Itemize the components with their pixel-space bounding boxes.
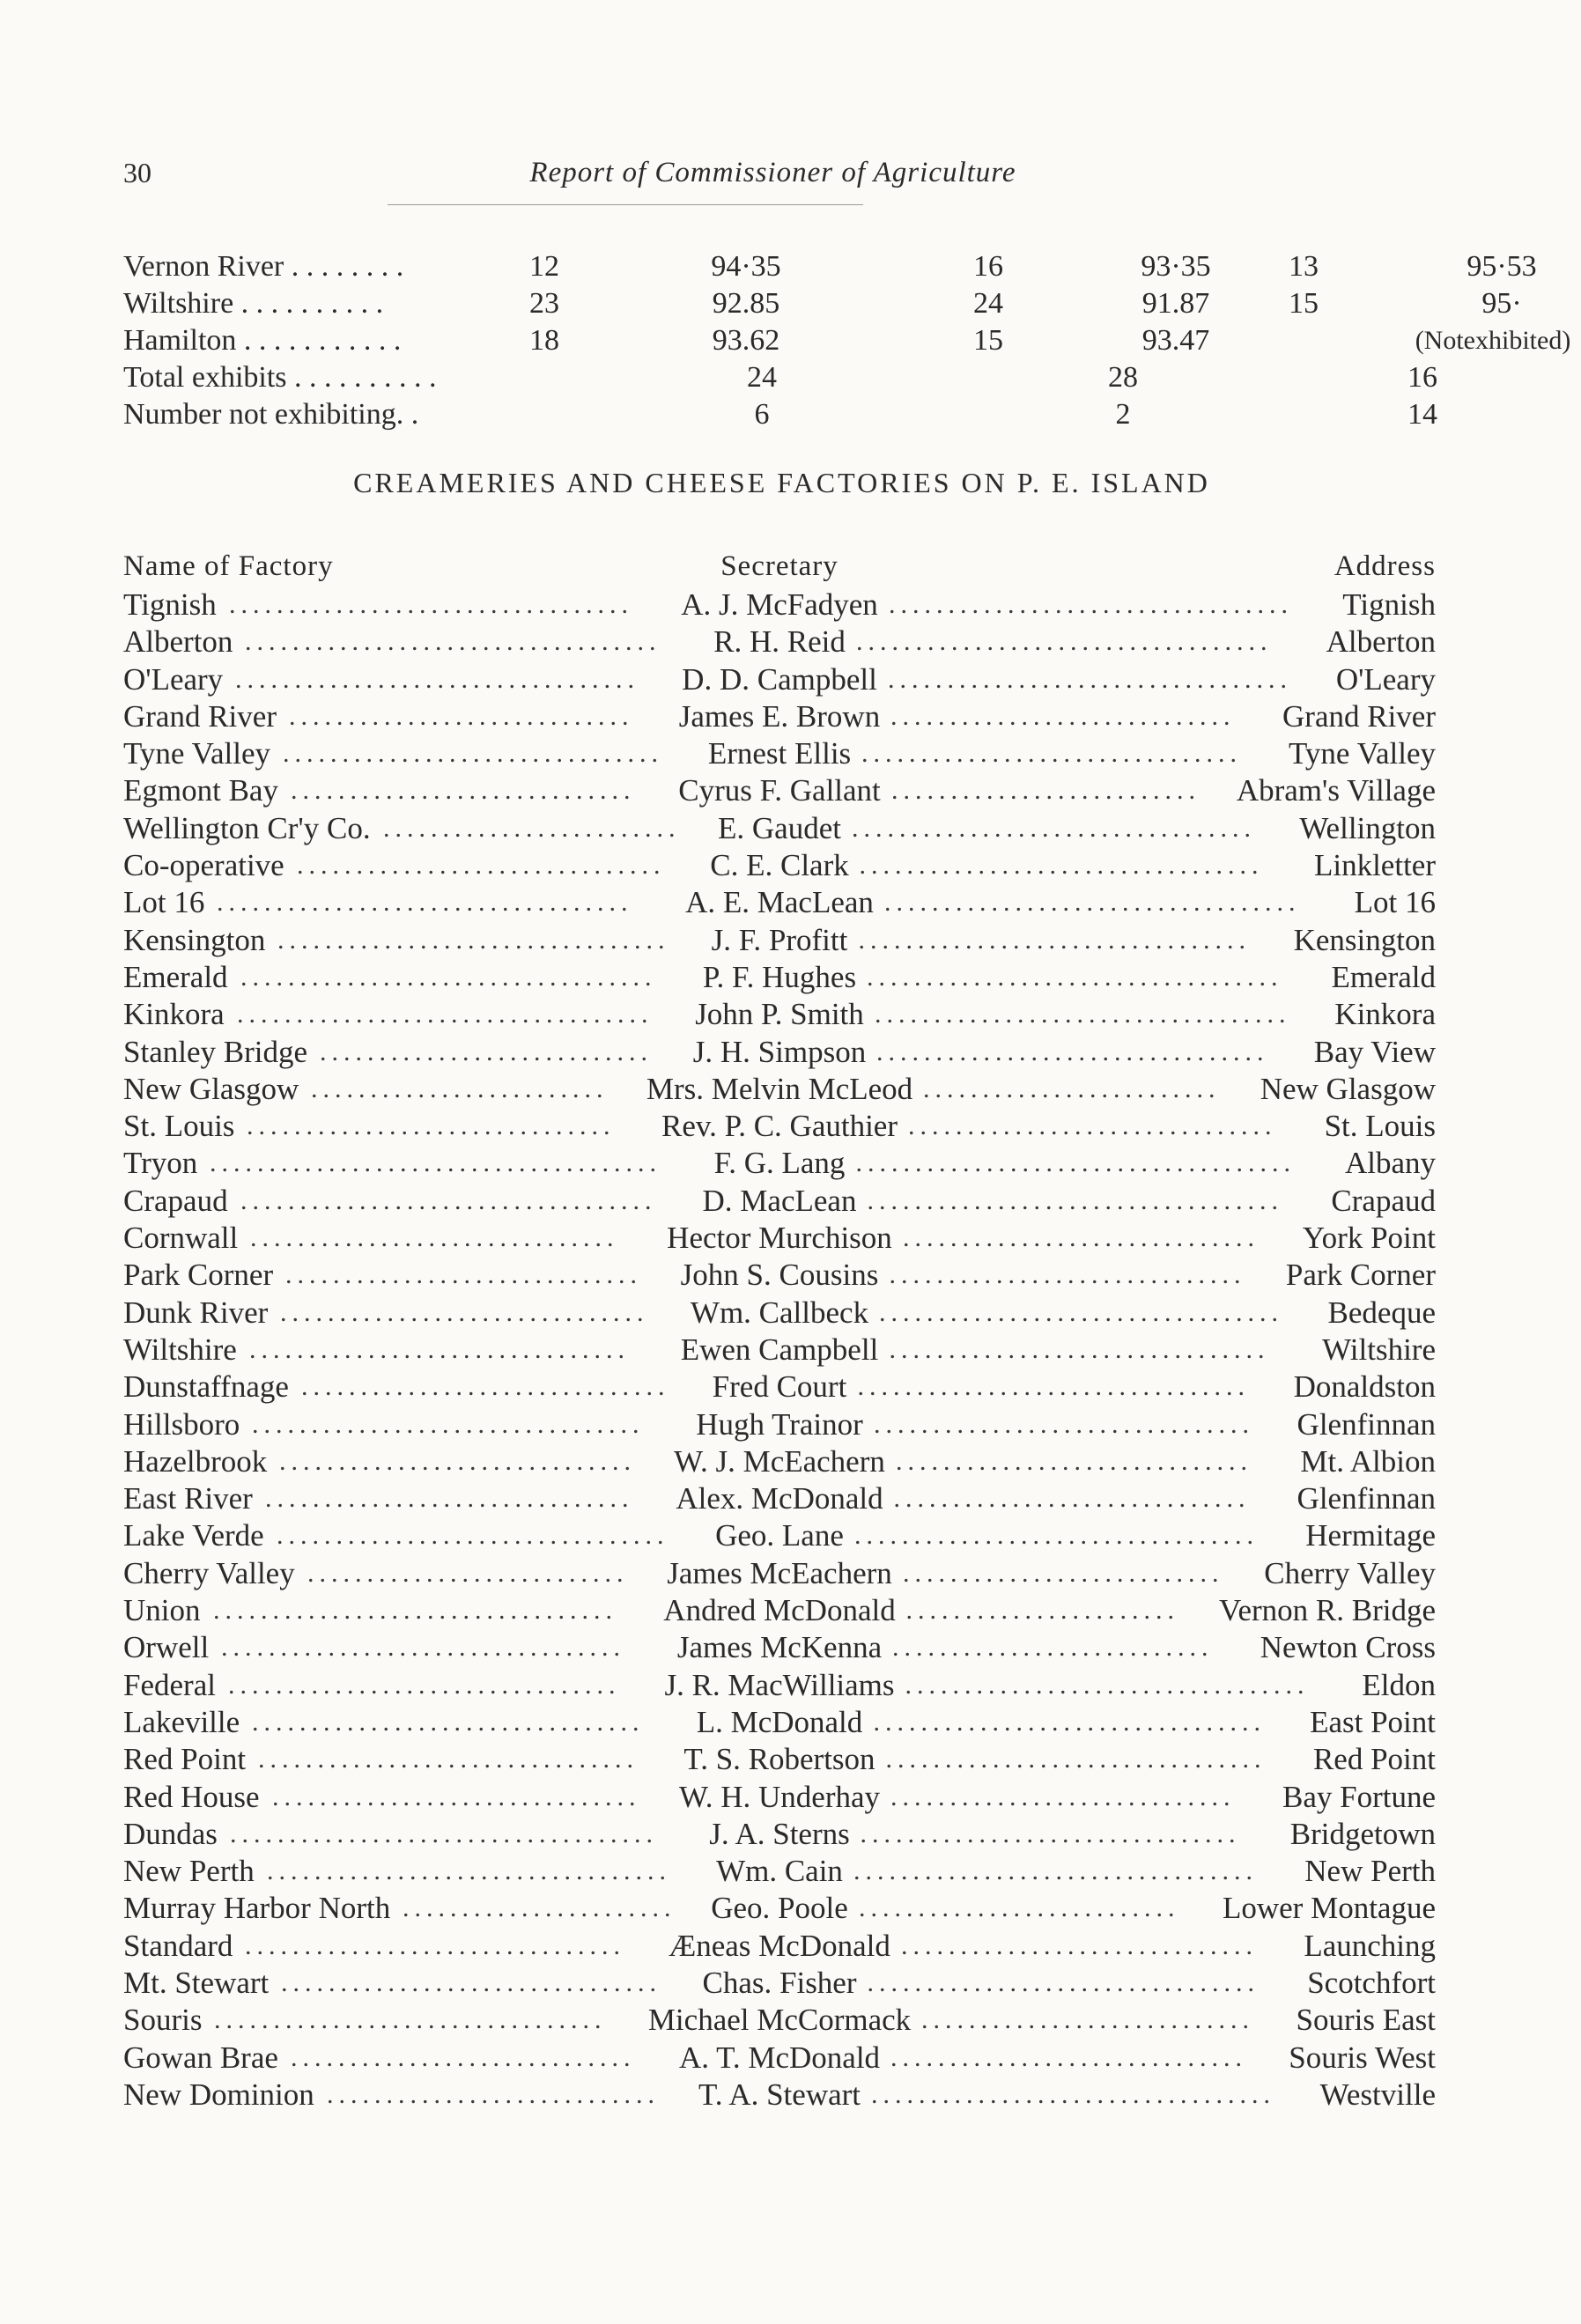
factory-row	[123, 996, 1436, 1033]
factory-name: Hillsboro	[123, 1406, 240, 1442]
leader-dots: ................................	[258, 1745, 639, 1774]
factory-name: Kensington	[123, 922, 266, 957]
leader-dots: ...............................	[250, 1223, 619, 1253]
factory-row	[123, 1071, 1436, 1108]
leader-dots: ..................................	[871, 2079, 1275, 2109]
factory-name: Dunk River	[123, 1295, 269, 1330]
factory-name: Grand River	[123, 698, 277, 734]
factory-secretary: Geo. Poole	[711, 1891, 848, 1926]
factory-row	[123, 1592, 1436, 1629]
factory-secretary: James McKenna	[676, 1630, 883, 1665]
factory-row	[123, 1332, 1436, 1369]
leader-dots: ....................................	[230, 1819, 658, 1848]
score-value: 95·53	[1466, 250, 1537, 283]
factory-row	[123, 1928, 1436, 1965]
factory-name: Standard	[123, 1928, 233, 1963]
leader-dots: ............................	[921, 2005, 1254, 2035]
leader-dots: ...........................	[892, 1633, 1214, 1663]
column-header-secretary: Secretary	[720, 550, 839, 582]
leader-dots: ..........................	[891, 776, 1201, 806]
factory-row	[123, 959, 1436, 996]
factory-secretary: F. G. Lang	[713, 1146, 846, 1181]
factory-secretary: Æneas McDonald	[669, 1928, 890, 1963]
leader-dots: .......................	[403, 1893, 676, 1923]
factory-address: Bay View	[1313, 1034, 1436, 1069]
factory-name: New Glasgow	[123, 1071, 299, 1106]
leader-dots: ................................	[861, 739, 1242, 769]
factory-name: Tryon	[123, 1146, 198, 1181]
leader-dots: ...............................	[265, 1484, 634, 1514]
factory-secretary: Hugh Trainor	[696, 1406, 863, 1442]
factory-row	[123, 1145, 1436, 1182]
factory-name: O'Leary	[123, 661, 224, 697]
leader-dots: .........................	[311, 1073, 609, 1103]
factory-name: Mt. Stewart	[123, 1965, 270, 2000]
factory-address: Linkletter	[1313, 848, 1436, 883]
score-value: 92.85	[712, 287, 780, 320]
leader-dots: ...................................	[867, 962, 1283, 992]
factory-secretary: A. J. McFadyen	[681, 587, 878, 622]
factory-name: Tignish	[123, 587, 217, 622]
column-header-name: Name of Factory	[123, 550, 334, 582]
leader-dots: .............................	[890, 701, 1236, 731]
factory-secretary: James McEachern	[667, 1555, 892, 1590]
factory-secretary: John P. Smith	[695, 997, 864, 1032]
leader-dots: ..............................	[903, 1223, 1260, 1253]
factory-name: Hazelbrook	[123, 1443, 268, 1479]
factory-secretary: Rev. P. C. Gauthier	[661, 1109, 898, 1144]
factory-name: Lake Verde	[123, 1518, 264, 1553]
factory-secretary: J. R. MacWilliams	[664, 1667, 895, 1702]
score-row	[123, 248, 1537, 285]
factory-table	[123, 548, 1436, 2114]
factory-name: Cornwall	[123, 1221, 239, 1256]
factory-name: Orwell	[123, 1630, 210, 1665]
score-total-row	[123, 396, 1436, 433]
factory-secretary: D. MacLean	[702, 1183, 857, 1218]
factory-address: Vernon R. Bridge	[1219, 1593, 1436, 1628]
score-total-label: Number not exhibiting. .	[123, 398, 419, 431]
factory-row	[123, 1853, 1436, 1890]
factory-secretary: Michael McCormack	[647, 2003, 912, 2038]
factory-name: Egmont Bay	[123, 773, 278, 808]
factory-name: New Perth	[123, 1854, 255, 1889]
factory-row	[123, 1406, 1436, 1443]
factory-table-header	[123, 548, 1436, 587]
score-total-value: 6	[754, 398, 770, 431]
leader-dots: ...................................	[240, 1185, 657, 1215]
leader-dots: ...........................	[859, 1893, 1180, 1923]
leader-dots: .............................	[291, 2042, 636, 2072]
factory-row	[123, 1629, 1436, 1666]
factory-address: Glenfinnan	[1297, 1406, 1436, 1442]
factory-row	[123, 1890, 1436, 1927]
factory-row	[123, 1183, 1436, 1220]
leader-dots: ..............................	[893, 1484, 1251, 1514]
leader-dots: .............................	[890, 1782, 1236, 1811]
leader-dots: ...............................	[908, 1111, 1277, 1141]
factory-row	[123, 1816, 1436, 1853]
factory-row	[123, 1220, 1436, 1257]
leader-dots: .................................	[277, 925, 670, 955]
leader-dots: .................................	[876, 1037, 1269, 1066]
factory-secretary: Wm. Callbeck	[690, 1295, 869, 1330]
leader-dots: ..................................	[229, 590, 633, 619]
leader-dots: ..................................	[213, 1596, 617, 1626]
factory-secretary: J. F. Profitt	[711, 922, 848, 957]
score-count: 23	[529, 287, 559, 320]
factory-secretary: Hector Murchison	[667, 1221, 892, 1256]
leader-dots: ..................................	[905, 1670, 1310, 1700]
score-value: 93.47	[1141, 324, 1210, 357]
leader-dots: ...................................	[856, 627, 1273, 657]
score-total-value: 28	[1108, 361, 1138, 394]
leader-dots: ...............................	[272, 1782, 641, 1811]
leader-dots: ..............................	[901, 1930, 1258, 1960]
factory-name: Lot 16	[123, 885, 205, 920]
factory-row	[123, 1517, 1436, 1554]
leader-dots: .................................	[858, 925, 1251, 955]
factory-address: O'Leary	[1335, 661, 1436, 697]
score-value: 94·35	[711, 250, 781, 283]
factory-name: Red Point	[123, 1742, 247, 1777]
factory-address: New Perth	[1304, 1854, 1436, 1889]
factory-name: Gowan Brae	[123, 2040, 278, 2075]
factory-name: New Dominion	[123, 2077, 314, 2112]
leader-dots: .............................	[291, 776, 636, 806]
leader-dots: ..................................	[888, 664, 1292, 694]
factory-address: Wellington	[1299, 810, 1436, 845]
leader-dots: ...................................	[245, 627, 661, 657]
factory-secretary: Ernest Ellis	[707, 736, 852, 771]
section-title: CREAMERIES AND CHEESE FACTORIES ON P. E. ISLAND	[353, 467, 1210, 498]
leader-dots: ......................................	[210, 1148, 661, 1178]
leader-dots: ...............................	[301, 1372, 670, 1402]
score-value: 16	[973, 250, 1003, 283]
factory-address: Glenfinnan	[1297, 1481, 1436, 1516]
factory-address: New Glasgow	[1260, 1071, 1436, 1106]
factory-row	[123, 1555, 1436, 1592]
factory-secretary: W. J. McEachern	[674, 1443, 885, 1479]
factory-name: Tyne Valley	[123, 736, 271, 771]
factory-address: Bedeque	[1327, 1295, 1436, 1330]
leader-dots: ..................................	[852, 813, 1256, 843]
leader-dots: .................................	[873, 1707, 1266, 1737]
leader-dots: ..................................	[879, 1297, 1283, 1327]
factory-secretary: James E. Brown	[678, 698, 881, 734]
factory-address: Bridgetown	[1289, 1816, 1436, 1851]
factory-address: Lot 16	[1354, 885, 1436, 920]
factory-secretary: Ewen Campbell	[680, 1332, 879, 1367]
leader-dots: ..................................	[267, 1856, 671, 1886]
score-count: 18	[529, 324, 559, 357]
score-total-value: 14	[1407, 398, 1437, 431]
factory-name: Emerald	[123, 959, 228, 994]
factory-address: Launching	[1304, 1928, 1436, 1963]
leader-dots: ............................	[320, 1037, 653, 1066]
factory-address: York Point	[1302, 1221, 1436, 1256]
score-note: (Notexhibited)	[1415, 326, 1571, 355]
factory-row	[123, 1741, 1436, 1778]
factory-secretary: D. D. Campbell	[682, 661, 877, 697]
factory-row	[123, 1369, 1436, 1405]
factory-name: Lakeville	[123, 1704, 240, 1739]
score-row	[123, 322, 1571, 359]
factory-address: Cherry Valley	[1264, 1555, 1436, 1590]
factory-secretary: A. T. McDonald	[678, 2040, 881, 2075]
leader-dots: ...................................	[875, 1000, 1291, 1029]
factory-address: Eldon	[1362, 1667, 1436, 1702]
score-total-row	[123, 359, 1436, 396]
leader-dots: ...................................	[217, 888, 633, 918]
factory-row	[123, 623, 1436, 660]
leader-dots: ................................	[249, 1334, 630, 1364]
factory-row	[123, 772, 1436, 809]
factory-row	[123, 1704, 1436, 1741]
factory-name: Wellington Cr'y Co.	[123, 810, 371, 845]
leader-dots: .........................	[923, 1073, 1221, 1103]
leader-dots: ................................	[885, 1745, 1267, 1774]
running-title: Report of Commissioner of Agriculture	[529, 157, 1016, 188]
page-header	[123, 157, 1422, 196]
factory-secretary: T. A. Stewart	[698, 2077, 861, 2112]
factory-secretary: Alex. McDonald	[676, 1481, 883, 1516]
factory-name: Cherry Valley	[123, 1555, 295, 1590]
factory-address: Mt. Albion	[1300, 1443, 1436, 1479]
leader-dots: ..................................	[854, 1521, 1259, 1551]
score-value: 13	[1289, 250, 1319, 283]
factory-address: Donaldston	[1293, 1369, 1436, 1405]
score-value: 24	[973, 287, 1003, 320]
factory-address: Newton Cross	[1260, 1630, 1436, 1665]
leader-dots: ................................	[889, 1334, 1270, 1364]
leader-dots: ................................	[283, 739, 663, 769]
leader-dots: ..................................	[853, 1856, 1258, 1886]
factory-name: Dundas	[123, 1816, 218, 1851]
factory-address: St. Louis	[1324, 1109, 1436, 1144]
factory-address: Albany	[1344, 1146, 1436, 1181]
factory-secretary: Andred McDonald	[663, 1593, 896, 1628]
score-value: 15	[1289, 287, 1319, 320]
factory-row	[123, 1443, 1436, 1480]
leader-dots: ................................	[874, 1409, 1254, 1439]
score-total-value: 2	[1115, 398, 1131, 431]
factory-address: Wiltshire	[1322, 1332, 1436, 1367]
factory-address: Red Point	[1312, 1742, 1436, 1777]
factory-row	[123, 2077, 1436, 2114]
factory-secretary: R. H. Reid	[713, 624, 846, 660]
factory-secretary: Geo. Lane	[715, 1518, 844, 1553]
score-total-label: Total exhibits . . . . . . . . . .	[123, 361, 437, 394]
factory-secretary: J. H. Simpson	[692, 1034, 867, 1069]
leader-dots: .................................	[277, 1521, 669, 1551]
factory-address: Emerald	[1331, 959, 1436, 994]
leader-dots: .................................	[214, 2005, 607, 2035]
factory-row	[123, 2002, 1436, 2039]
score-value: 91.87	[1141, 287, 1210, 320]
factory-row	[123, 1667, 1436, 1704]
factory-secretary: E. Gaudet	[718, 810, 841, 845]
leader-dots: ...............................	[280, 1297, 649, 1327]
factory-address: Kinkora	[1334, 997, 1436, 1032]
leader-dots: ..............................	[279, 1446, 636, 1476]
factory-secretary: Mrs. Melvin McLeod	[646, 1071, 913, 1106]
leader-dots: .........................	[383, 813, 681, 843]
score-total-value: 24	[747, 361, 777, 394]
factory-row	[123, 661, 1436, 698]
factory-secretary: W. H. Underhay	[678, 1779, 881, 1814]
factory-address: Tyne Valley	[1288, 736, 1436, 771]
leader-dots: .................................	[857, 1372, 1250, 1402]
factory-name: Federal	[123, 1667, 216, 1702]
leader-dots: ..................................	[235, 664, 639, 694]
leader-dots: .................................	[252, 1409, 645, 1439]
factory-address: Grand River	[1282, 698, 1436, 734]
factory-name: Murray Harbor North	[123, 1891, 391, 1926]
score-total-value: 16	[1407, 361, 1437, 394]
factory-address: Crapaud	[1331, 1183, 1436, 1218]
factory-secretary: T. S. Robertson	[683, 1742, 875, 1777]
leader-dots: ..................................	[889, 590, 1293, 619]
leader-dots: ................................	[281, 1967, 661, 1997]
leader-dots: .................................	[867, 1967, 1260, 1997]
score-table	[123, 248, 1571, 433]
factory-secretary: Fred Court	[712, 1369, 847, 1405]
column-header-address: Address	[1334, 550, 1436, 582]
factory-secretary: Cyrus F. Gallant	[678, 773, 881, 808]
score-name: Hamilton . . . . . . . . . . .	[123, 324, 402, 357]
factory-address: Lower Montague	[1222, 1891, 1436, 1926]
factory-row	[123, 1108, 1436, 1145]
leader-dots: ............................	[327, 2079, 660, 2109]
score-value: 95·	[1481, 287, 1522, 320]
leader-dots: ...........................	[903, 1558, 1224, 1588]
leader-dots: ...................................	[884, 888, 1301, 918]
leader-dots: ...........................	[307, 1558, 629, 1588]
factory-name: St. Louis	[123, 1109, 235, 1144]
factory-row	[123, 587, 1436, 623]
factory-name: Crapaud	[123, 1183, 228, 1218]
factory-address: Park Corner	[1285, 1258, 1436, 1293]
leader-dots: ..................................	[221, 1633, 625, 1663]
factory-secretary: A. E. MacLean	[685, 885, 874, 920]
factory-row	[123, 1034, 1436, 1071]
leader-dots: ...............................	[297, 851, 666, 881]
factory-name: Union	[123, 1593, 201, 1628]
factory-address: Scotchfort	[1307, 1965, 1436, 2000]
score-value: 93·35	[1141, 250, 1211, 283]
leader-dots: .......................	[905, 1596, 1179, 1626]
factory-address: Kensington	[1293, 922, 1436, 957]
leader-dots: ................................	[860, 1819, 1241, 1848]
factory-row	[123, 847, 1436, 884]
factory-secretary: P. F. Hughes	[702, 959, 857, 994]
factory-address: Bay Fortune	[1282, 1779, 1436, 1814]
leader-dots: .............................	[289, 701, 634, 731]
factory-row	[123, 810, 1436, 847]
leader-dots: .....................................	[855, 1148, 1296, 1178]
factory-secretary: J. A. Sterns	[709, 1816, 850, 1851]
leader-dots: .................................	[228, 1670, 621, 1700]
factory-address: East Point	[1310, 1704, 1436, 1739]
factory-row	[123, 698, 1436, 735]
leader-dots: ...............................	[247, 1111, 616, 1141]
factory-row	[123, 1779, 1436, 1816]
factory-name: Park Corner	[123, 1258, 274, 1293]
factory-address: Abram's Village	[1236, 773, 1436, 808]
factory-name: East River	[123, 1481, 253, 1516]
page-number: 30	[123, 157, 151, 188]
leader-dots: ..............................	[889, 1260, 1246, 1290]
score-value: 93.62	[712, 324, 780, 357]
factory-secretary: L. McDonald	[696, 1704, 863, 1739]
factory-row	[123, 1295, 1436, 1332]
factory-name: Stanley Bridge	[123, 1034, 307, 1069]
score-count: 12	[529, 250, 559, 283]
factory-row	[123, 2040, 1436, 2077]
leader-dots: ................................	[245, 1930, 625, 1960]
factory-name: Kinkora	[123, 997, 225, 1032]
factory-address: Hermitage	[1305, 1518, 1436, 1553]
factory-row	[123, 1480, 1436, 1517]
leader-dots: ...................................	[237, 1000, 654, 1029]
score-row	[123, 285, 1522, 322]
factory-name: Alberton	[123, 624, 233, 660]
factory-name: Souris	[123, 2003, 203, 2038]
factory-address: Westville	[1319, 2077, 1436, 2112]
leader-dots: ..............................	[890, 2042, 1247, 2072]
factory-secretary: Wm. Cain	[716, 1854, 843, 1889]
factory-row	[123, 884, 1436, 921]
factory-row	[123, 1965, 1436, 2002]
factory-row	[123, 1257, 1436, 1294]
leader-dots: ..............................	[285, 1260, 642, 1290]
score-value: 15	[973, 324, 1003, 357]
factory-name: Wiltshire	[123, 1332, 237, 1367]
factory-name: Co-operative	[123, 848, 284, 883]
factory-secretary: John S. Cousins	[680, 1258, 879, 1293]
factory-address: Tignish	[1342, 587, 1436, 622]
score-name: Vernon River . . . . . . . .	[123, 250, 404, 283]
factory-address: Souris West	[1289, 2040, 1436, 2075]
score-name: Wiltshire . . . . . . . . . .	[123, 287, 384, 320]
leader-dots: ...................................	[240, 962, 657, 992]
factory-name: Red House	[123, 1779, 260, 1814]
factory-address: Alberton	[1326, 624, 1436, 660]
leader-dots: ..................................	[859, 851, 1264, 881]
factory-address: Souris East	[1296, 2003, 1436, 2038]
header-rule	[388, 204, 863, 205]
leader-dots: .................................	[252, 1707, 645, 1737]
factory-row	[123, 735, 1436, 772]
factory-name: Dunstaffnage	[123, 1369, 289, 1405]
leader-dots: ...................................	[867, 1185, 1283, 1215]
factory-secretary: C. E. Clark	[710, 848, 849, 883]
factory-secretary: Chas. Fisher	[702, 1965, 857, 2000]
leader-dots: ..............................	[896, 1446, 1252, 1476]
factory-row	[123, 922, 1436, 959]
